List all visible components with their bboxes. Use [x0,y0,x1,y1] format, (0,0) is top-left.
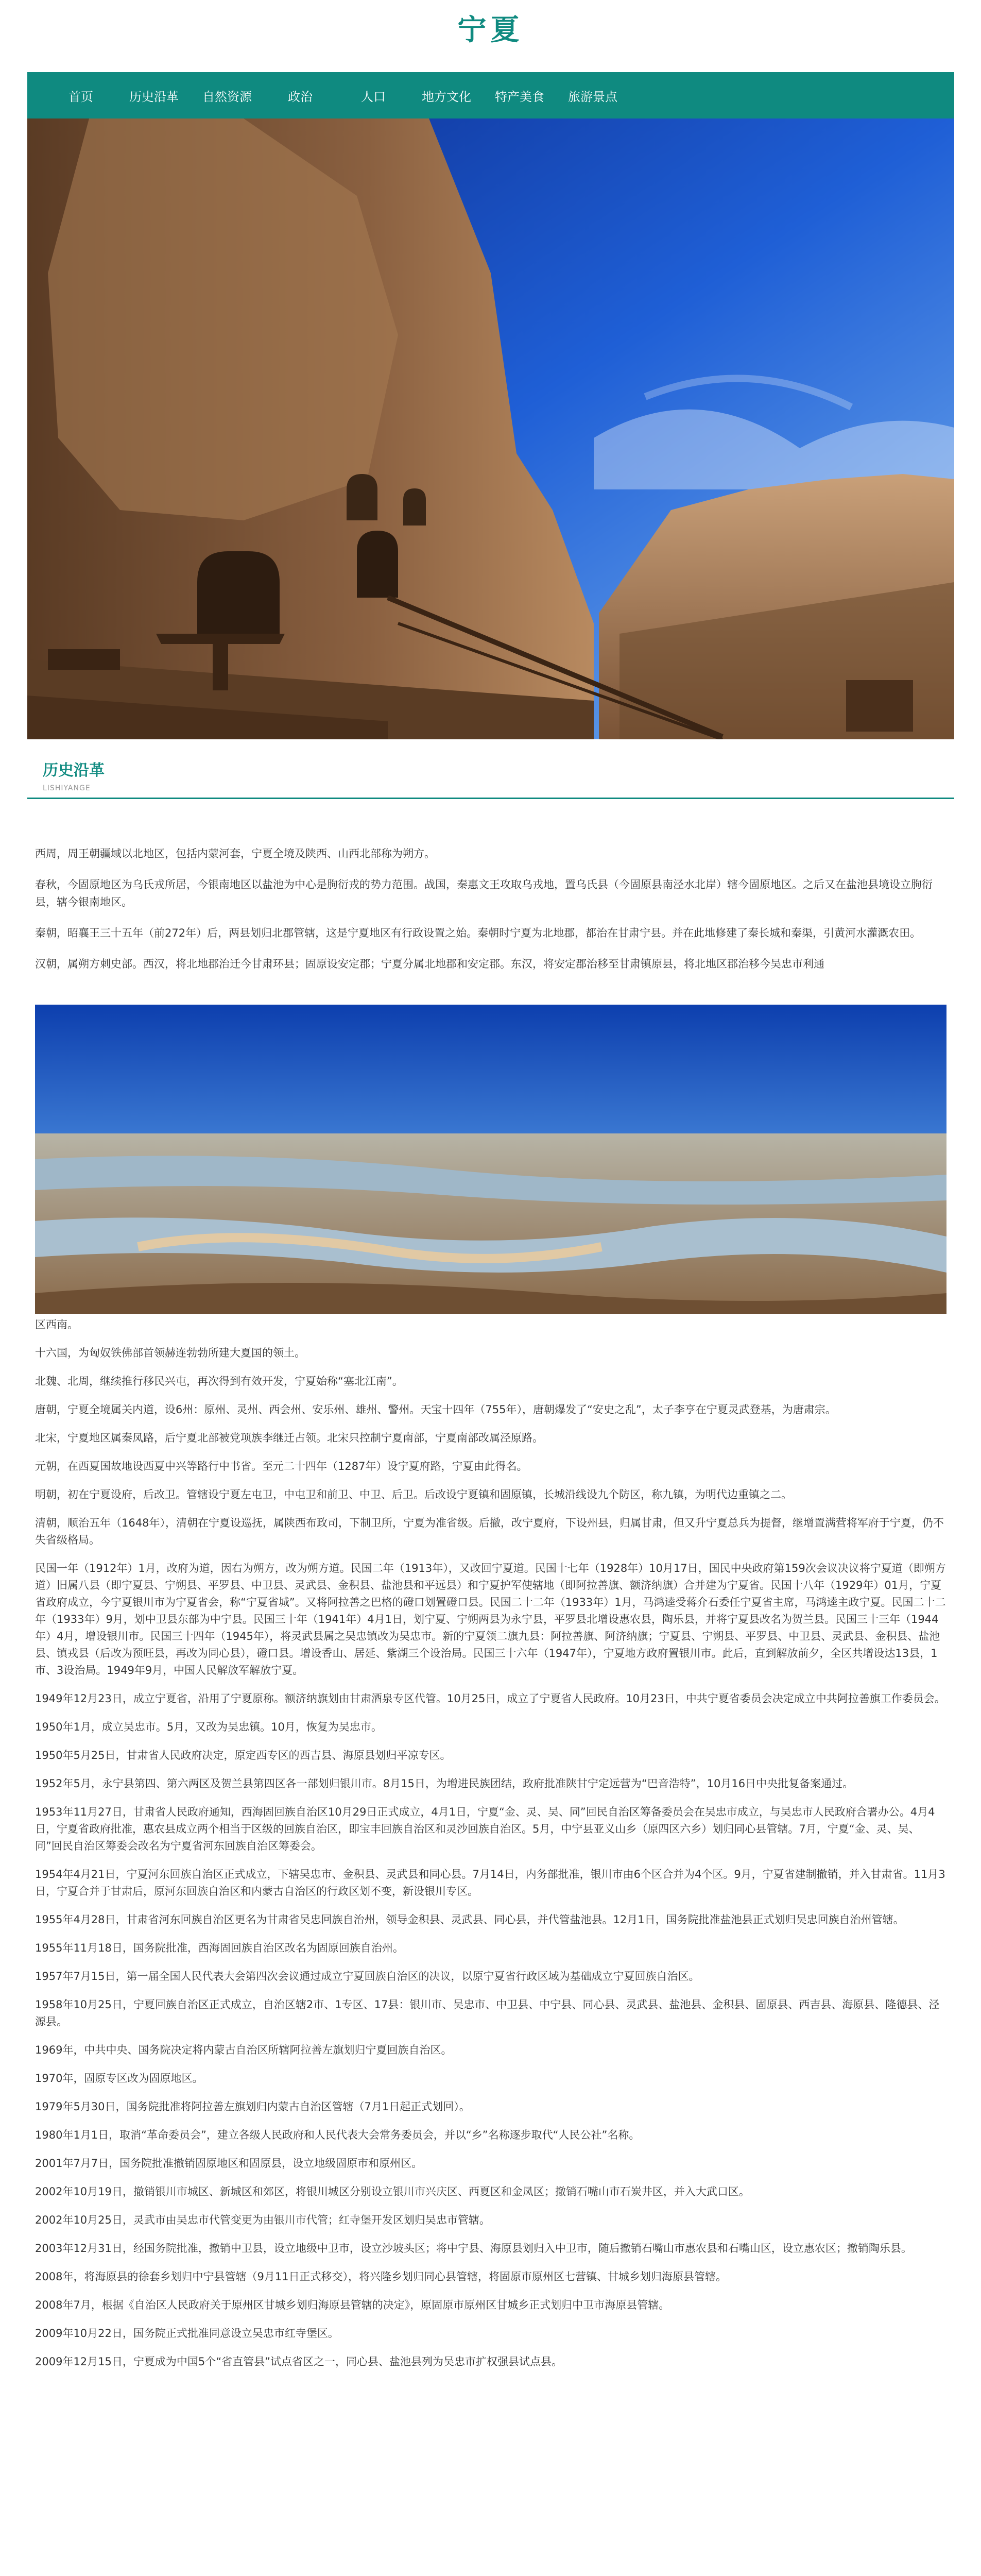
history-paragraph: 区西南。 [35,1318,78,1331]
history-paragraph: 1950年5月25日，甘肃省人民政府决定，原定西专区的西吉县、海原县划归平凉专区。 [35,1749,451,1761]
nav-item-population[interactable]: 人口 [361,89,386,104]
history-paragraph: 2002年10月25日，灵武市由吴忠市代管变更为由银川市代管；红寺堡开发区划归吴忠市管辖。 [35,2214,490,2226]
nav-item-history[interactable]: 历史沿革 [129,89,179,104]
history-paragraph: 明朝，初在宁夏设府，后改卫。管辖设宁夏左屯卫，中屯卫和前卫、中卫、后卫。后改设宁夏镇和固原镇，长城沿线设九个防区，称九镇，为明代边重镇之二。 [35,1488,792,1501]
history-paragraph: 1980年1月1日，取消“革命委员会”，建立各级人民政府和人民代表大会常务委员会，并以“乡”名称逐步取代“人民公社”名称。 [35,2129,640,2141]
history-content-part1 [35,845,946,973]
section-subtitle: LISHIYANGE [43,784,91,792]
history-paragraph: 2009年10月22日，国务院正式批准同意设立吴忠市红寺堡区。 [35,2327,339,2340]
history-paragraph: 1950年1月，成立吴忠市。5月，又改为吴忠镇。10月，恢复为吴忠市。 [35,1721,382,1733]
nav-item-resources[interactable]: 自然资源 [202,89,252,104]
history-paragraph: 1958年10月25日，宁夏回族自治区正式成立，自治区辖2市、1专区、17县：银川市、吴忠市、中卫县、中宁县、同心县、灵武县、盐池县、金积县、固原县、西吉县、海原县、隆德县、泾源县。 [35,1998,940,2028]
nav-item-food[interactable]: 特产美食 [495,89,544,104]
history-paragraph: 2003年12月31日，经国务院批准，撤销中卫县，设立地级中卫市，设立沙坡头区；将中宁县、海原县划归入中卫市，随后撤销石嘴山市惠农县和石嘴山区，设立惠农区；撤销陶乐县。 [35,2242,912,2255]
section-header-history [27,757,954,799]
main-nav [27,72,954,118]
nav-item-home[interactable]: 首页 [68,89,93,104]
hero-image-grottoes [27,118,954,739]
history-paragraph: 民国一年（1912年）1月，改府为道，因右为朔方，改为朔方道。民国二年（1913年），又改回宁夏道。民国十七年（1928年）10月17日，国民中央政府第159次会议决议将宁夏道（即朔方道）旧属八县（即宁夏县、宁朔县、平罗县、中卫县、灵武县、金积县、盐池县和平远县）和宁夏护军使辖地（即阿拉善旗、额济纳旗）合并建为宁夏省。民国十八年（1929年）01月，宁夏省政府成立，今宁夏银川市为宁夏省会，称“宁夏省城”。又将阿拉善之巴格的磴口划置磴口县。民国二十二年（1933年）1月，马鸿逵受蒋介石委任宁夏省主席，马鸿逵主政宁夏。民国二十二年（1933年）9月，划中卫县东部为中宁县。民国三十年（1941年）4月1日，划宁夏、宁朔两县为永宁县，平罗县北增设惠农县，陶乐县，并将宁夏县改名为贺兰县。民国三十三年（1944年）4月，增设银川市。民国三十四年（1945年），将灵武县属之吴忠镇改为吴忠市。新的宁夏领二旗九县：阿拉善旗、阿济纳旗；宁夏县、宁朔县、平罗县、中卫县、灵武县、金积县、盐池县、镇戎县（后改为预旺县，再改为同心县），磴口县。增设香山、居延、紫湖三个设治局。民国三十六年（1947年），宁夏地方政府置银川市。此后，直到解放前夕，全区共增设达13县，1市、3设治局。1949年9月，中国人民解放军解放宁夏。 [35,1562,946,1676]
history-paragraph: 1953年11月27日，甘肃省人民政府通知，西海固回族自治区10月29日正式成立，4月1日，宁夏“金、灵、吴、同”回民自治区筹备委员会在吴忠市成立，与吴忠市人民政府合署办公。4月4日，宁夏省政府批准，惠农县成立两个相当于区级的回族自治区，即宝丰回族自治区和灵沙回族自治区。5月，中宁县亚义山乡（原四区六乡）划归同心县管辖。7月，宁夏“金、灵、吴、同”回民自治区筹委会改名为宁夏省河东回族自治区筹委会。 [35,1806,935,1852]
history-paragraph: 2001年7月7日，国务院批准撤销固原地区和固原县，设立地级固原市和原州区。 [35,2157,423,2170]
nav-item-culture[interactable]: 地方文化 [422,89,471,104]
history-paragraph: 元朝，在西夏国故地设西夏中兴等路行中书省。至元二十四年（1287年）设宁夏府路，宁夏由此得名。 [35,1460,528,1472]
nav-item-tourism[interactable]: 旅游景点 [568,89,617,104]
history-paragraph: 1952年5月，永宁县第四、第六两区及贺兰县第四区各一部划归银川市。8月15日，为增进民族团结，政府批准陕甘宁定远营为“巴音浩特”，10月16日中央批复备案通过。 [35,1777,854,1790]
history-paragraph: 汉朝，属朔方刺史部。西汉，将北地郡治迁今甘肃环县；固原设安定郡；宁夏分属北地郡和安定郡。东汉，将安定郡治移至甘肃镇原县，将北地区郡治移今吴忠市利通 [35,958,824,970]
history-paragraph: 北魏、北周，继续推行移民兴屯，再次得到有效开发，宁夏始称“塞北江南”。 [35,1375,403,1387]
history-paragraph: 2008年7月，根据《自治区人民政府关于原州区甘城乡划归海原县管辖的决定》，原固原市原州区甘城乡正式划归中卫市海原县管辖。 [35,2299,670,2311]
history-paragraph: 1970年，固原专区改为固原地区。 [35,2072,203,2084]
history-paragraph: 1957年7月15日，第一届全国人民代表大会第四次会议通过成立宁夏回族自治区的决议，以原宁夏省行政区域为基础成立宁夏回族自治区。 [35,1970,700,1982]
history-content-part2 [35,1316,946,2382]
history-paragraph: 十六国，为匈奴铁佛部首领赫连勃勃所建大夏国的领土。 [35,1347,305,1359]
history-paragraph: 1955年4月28日，甘肃省河东回族自治区更名为甘肃省吴忠回族自治州，领导金积县、灵武县、同心县，并代管盐池县。12月1日，国务院批准盐池县正式划归吴忠回族自治州管辖。 [35,1913,904,1926]
history-paragraph: 1954年4月21日，宁夏河东回族自治区正式成立，下辖吴忠市、金积县、灵武县和同心县。7月14日，内务部批准，银川市由6个区合并为4个区。9月，宁夏省建制撤销，并入甘肃省。11月3日，宁夏合并于甘肃后，原河东回族自治区和内蒙古自治区的行政区划不变，新设银川专区。 [35,1868,945,1897]
site-title: 宁夏 [457,13,524,47]
history-paragraph: 1955年11月18日，国务院批准，西海固回族自治区改名为固原回族自治州。 [35,1942,404,1954]
history-paragraph: 1969年，中共中央、国务院决定将内蒙古自治区所辖阿拉善左旗划归宁夏回族自治区。 [35,2044,452,2056]
history-paragraph: 2009年12月15日，宁夏成为中国5个“省直管县”试点省区之一，同心县、盐池县列为吴忠市扩权强县试点县。 [35,2355,563,2368]
section-divider [27,798,954,799]
history-paragraph: 1979年5月30日，国务院批准将阿拉善左旗划归内蒙古自治区管辖（7月1日起正式划回）。 [35,2100,470,2113]
history-paragraph: 1949年12月23日，成立宁夏省，沿用了宁夏原称。额济纳旗划由甘肃酒泉专区代管。10月25日，成立了宁夏省人民政府。10月23日，中共宁夏省委员会决定成立中共阿拉善旗工作委员会。 [35,1692,945,1705]
history-paragraph: 清朝，顺治五年（1648年），清朝在宁夏设巡抚，属陕西布政司，下制卫所，宁夏为准省级。后撤，改宁夏府，下设州县，归属甘肃，但又升宁夏总兵为提督，继增置满营将军府于宁夏，仍不失省级格局。 [35,1517,944,1546]
history-paragraph: 西周，周王朝疆域以北地区，包括内蒙河套，宁夏全境及陕西、山西北部称为朔方。 [35,848,435,860]
history-paragraph: 北宋，宁夏地区属秦凤路，后宁夏北部被党项族李继迁占领。北宋只控制宁夏南部，宁夏南部改属泾原路。 [35,1432,543,1444]
yellow-river-image [35,1005,946,1314]
section-title: 历史沿革 [43,761,105,779]
history-paragraph: 2008年，将海原县的徐套乡划归中宁县管辖（9月11日正式移交），将兴隆乡划归同心县管辖，将固原市原州区七营镇、甘城乡划归海原县管辖。 [35,2270,727,2283]
history-paragraph: 唐朝，宁夏全境属关内道，设6州：原州、灵州、西会州、安乐州、雄州、警州。天宝十四年（755年），唐朝爆发了“安史之乱”，太子李亨在宁夏灵武登基，为唐肃宗。 [35,1403,836,1416]
nav-item-politics[interactable]: 政治 [288,89,313,104]
history-paragraph: 秦朝，昭襄王三十五年（前272年）后，两县划归北郡管辖，这是宁夏地区有行政设置之始。秦朝时宁夏为北地郡，都治在甘肃宁县。并在此地修建了秦长城和秦渠，引黄河水灌溉农田。 [35,927,921,939]
history-paragraph: 春秋，今固原地区为乌氏戎所居，今银南地区以盐池为中心是朐衍戎的势力范围。战国，秦惠文王攻取乌戎地，置乌氏县（今固原县南泾水北岸）辖今固原地区。之后又在盐池县境设立朐衍县，辖今银南地区。 [35,878,933,908]
history-paragraph: 2002年10月19日，撤销银川市城区、新城区和郊区，将银川城区分别设立银川市兴庆区、西夏区和金凤区；撤销石嘴山市石炭井区，并入大武口区。 [35,2185,750,2198]
